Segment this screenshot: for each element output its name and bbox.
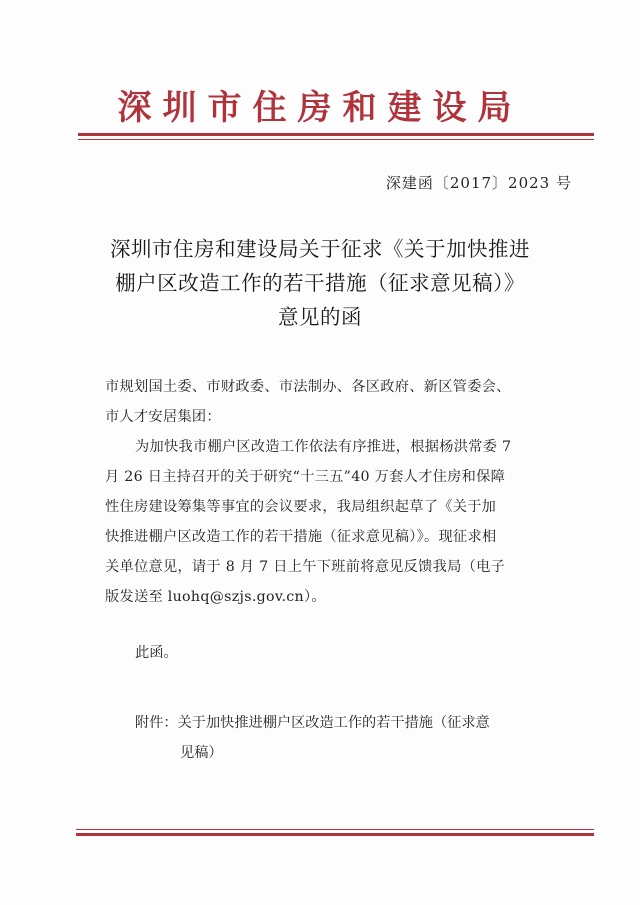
letterhead-title: 深圳市住房和建设局 [117,88,523,128]
document-title [60,232,580,334]
body-line: 快推进棚户区改造工作的若干措施（征求意见稿）》。现征求相 [105,529,497,545]
body-line: 为加快我市棚户区改造工作依法有序推进，根据杨洪常委 7 [135,439,512,455]
body-line: 版发送至 luohq@szjs.gov.cn）。 [105,589,326,605]
attachment-text-continued: 见稿） [180,745,223,761]
attachment-label: 附件： [135,715,178,731]
footer-rule-thin [76,829,594,830]
body-line: 月 26 日主持召开的关于研究“十三五”40 万套人才住房和保障 [105,469,506,485]
body-line: 关单位意见，请于 8 月 7 日上午下班前将意见反馈我局（电子 [105,559,506,575]
recipients [105,372,595,432]
recipients-line: 市规划国土委、市财政委、市法制办、各区政府、新区管委会、 [105,379,511,395]
letterhead-rule-thin [78,139,594,140]
attachment-note [135,708,585,768]
letterhead-rule-thick [78,133,594,136]
document-title-line: 棚户区改造工作的若干措施（征求意见稿）》 [115,271,525,295]
document-title-line: 意见的函 [278,305,362,329]
body-line: 性住房建设筹集等事宜的会议要求，我局组织起草了《关于加 [105,499,497,515]
attachment-text: 关于加快推进棚户区改造工作的若干措施（征求意 [177,715,490,731]
document-number: 深建函〔2017〕2023 号 [385,174,572,192]
closing-text: 此函。 [135,645,178,661]
footer-rule-thick [76,833,594,836]
body-paragraph [105,432,595,612]
attachment-row [135,708,585,738]
document-title-line: 深圳市住房和建设局关于征求《关于加快推进 [110,237,530,261]
recipients-line: 市人才安居集团： [105,409,221,425]
